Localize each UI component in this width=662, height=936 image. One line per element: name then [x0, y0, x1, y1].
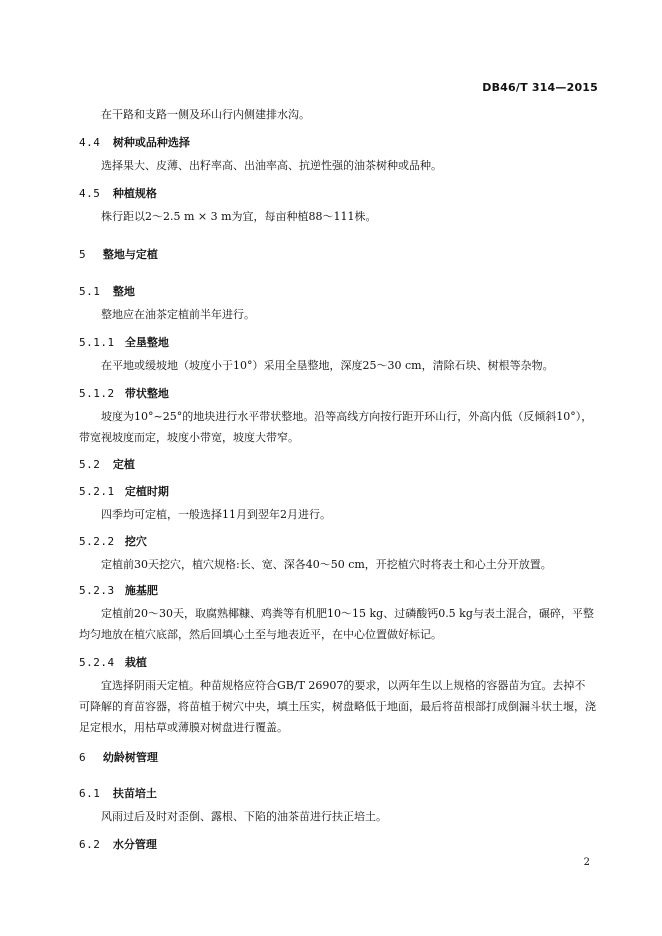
paragraph-strip-tillage: 坡度为10°~25°的地块进行水平带状整地。沿等高线方向按行距开环山行，外高内低（反倾斜10°），带宽视坡度而定，坡度小带宽，坡度大带窄。 — [79, 410, 593, 444]
heading-5-2-4 — [79, 654, 147, 670]
paragraph-drainage: 在干路和支路一侧及环山行内侧建排水沟。 — [101, 108, 310, 121]
heading-5 — [79, 246, 158, 262]
page-number: 2 — [583, 857, 590, 868]
section-number: 5.2.2 — [79, 535, 115, 548]
section-number: 5.1.1 — [79, 336, 115, 349]
section-title: 全垦整地 — [124, 336, 169, 349]
heading-6-2 — [79, 836, 157, 852]
chapter-title: 幼龄树管理 — [102, 751, 158, 764]
section-number: 5.1 — [79, 285, 101, 298]
chapter-number: 6 — [79, 751, 87, 764]
document-code: DB46/T 314—2015 — [482, 81, 598, 94]
paragraph-land-prep: 整地应在油茶定植前半年进行。 — [101, 308, 255, 321]
heading-4-4 — [79, 134, 190, 150]
section-title: 带状整地 — [124, 387, 169, 400]
section-number: 4.5 — [79, 187, 101, 200]
heading-5-2-2 — [79, 533, 147, 549]
heading-5-2-3 — [79, 582, 158, 598]
section-title: 挖穴 — [124, 535, 147, 548]
paragraph-full-tillage: 在平地或缓坡地（坡度小于10°）采用全垦整地，深度25～30 cm，清除石块、树根等杂物。 — [101, 359, 554, 372]
section-number: 4.4 — [79, 136, 101, 149]
section-title: 整地 — [112, 285, 135, 298]
section-title: 扶苗培土 — [112, 787, 157, 800]
section-number: 5.1.2 — [79, 387, 115, 400]
paragraph-support-soil: 风雨过后及时对歪倒、露根、下陷的油茶苗进行扶正培土。 — [101, 810, 387, 823]
paragraph-digging: 定植前30天挖穴，植穴规格:长、宽、深各40～50 cm，开挖植穴时将表土和心土分开放置。 — [101, 558, 552, 571]
section-number: 5.2.4 — [79, 656, 115, 669]
heading-5-1 — [79, 283, 135, 299]
section-title: 水分管理 — [112, 838, 157, 851]
heading-6-1 — [79, 785, 157, 801]
section-number: 6.2 — [79, 838, 101, 851]
section-title: 树种或品种选择 — [112, 136, 190, 149]
section-title: 种植规格 — [112, 187, 157, 200]
heading-5-2-1 — [79, 483, 169, 499]
paragraph-spacing: 株行距以2～2.5 m × 3 m为宜，每亩种植88～111株。 — [101, 210, 377, 223]
heading-4-5 — [79, 185, 157, 201]
heading-5-2 — [79, 456, 135, 472]
section-title: 栽植 — [124, 656, 147, 669]
section-number: 6.1 — [79, 787, 101, 800]
section-title: 定植时期 — [124, 485, 169, 498]
paragraph-variety: 选择果大、皮薄、出籽率高、出油率高、抗逆性强的油茶树种或品种。 — [101, 159, 442, 172]
paragraph-base-fertilizer: 定植前20～30天，取腐熟椰糠、鸡粪等有机肥10～15 kg、过磷酸钙0.5 kg与表土混合，碾碎，平整均匀地放在植穴底部，然后回填心土至与地表近平，在中心位置做好标记。 — [79, 607, 594, 641]
heading-6 — [79, 749, 158, 765]
paragraph-planting-time: 四季均可定植，一般选择11月到翌年2月进行。 — [101, 508, 331, 521]
section-number: 5.2.1 — [79, 485, 115, 498]
heading-5-1-2 — [79, 385, 169, 401]
paragraph-planting: 宜选择阴雨天定植。种苗规格应符合GB/T 26907的要求，以两年生以上规格的容器苗为宜。去掉不可降解的育苗容器，将苗植于树穴中央，填土压实，树盘略低于地面，最后将苗根部打成倒漏斗状土堰，浇足定根水，用枯草或薄膜对树盘进行覆盖。 — [79, 679, 596, 734]
section-number: 5.2.3 — [79, 584, 115, 597]
heading-5-1-1 — [79, 334, 169, 350]
section-title: 施基肥 — [124, 584, 158, 597]
chapter-number: 5 — [79, 248, 87, 261]
section-number: 5.2 — [79, 458, 101, 471]
section-title: 定植 — [112, 458, 135, 471]
chapter-title: 整地与定植 — [102, 248, 158, 261]
